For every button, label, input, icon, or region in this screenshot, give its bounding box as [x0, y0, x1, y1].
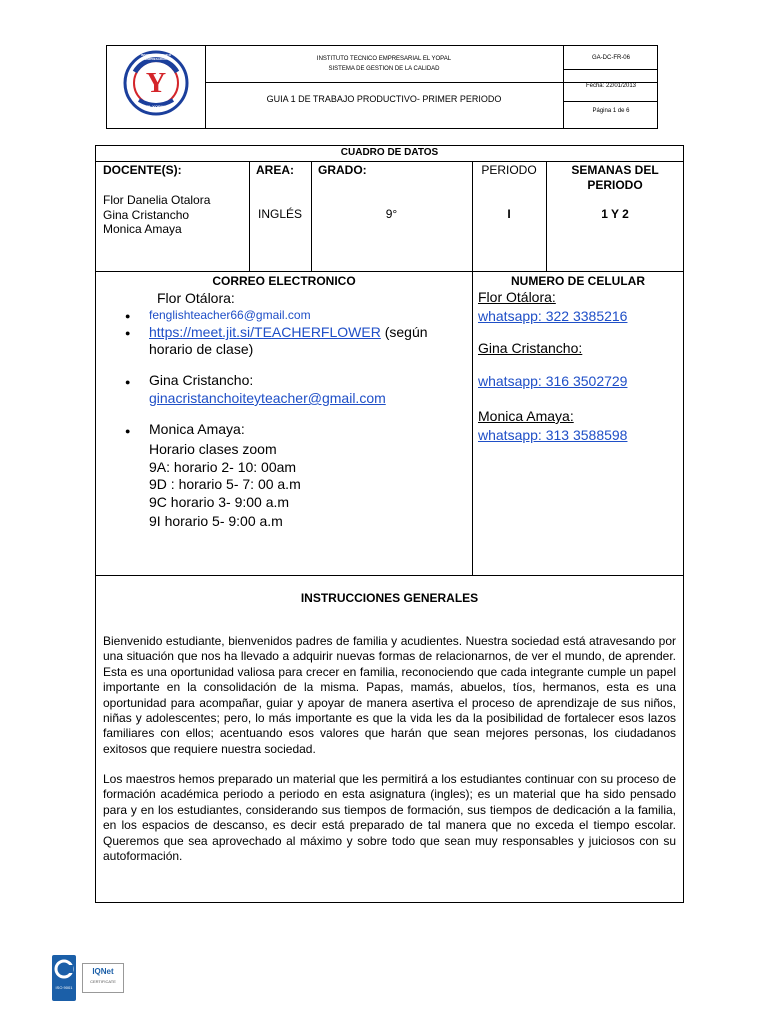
celular-title: NUMERO DE CELULAR	[511, 274, 645, 288]
document-code: GA-DC-FR-06	[591, 55, 630, 61]
monica-line-6: 9I horario 5- 9:00 a.m	[149, 513, 283, 529]
monica-line-4: 9D : horario 5- 7: 00 a.m	[149, 476, 301, 492]
cel-gina-whatsapp[interactable]: whatsapp: 316 3502729	[478, 373, 628, 389]
icontec-logo	[52, 955, 76, 1001]
flor-meet-line	[149, 324, 428, 340]
semanas-value: 1 Y 2	[601, 207, 629, 221]
quality-system: SISTEMA DE GESTION DE LA CALIDAD	[328, 66, 440, 72]
flor-name: Flor Otálora:	[157, 290, 235, 306]
document-date: Fecha: 22/01/2013	[585, 83, 637, 89]
docente-3: Monica Amaya	[103, 222, 182, 236]
cel-monica-name: Monica Amaya:	[478, 408, 574, 424]
monica-line-1: Monica Amaya:	[149, 421, 245, 437]
cel-flor-whatsapp[interactable]: whatsapp: 322 3385216	[478, 308, 628, 324]
gina-name: Gina Cristancho:	[149, 372, 254, 388]
logo-ring-text: INSTITUTO TECNICO EMPRESARIAL	[140, 53, 172, 61]
monica-line-5: 9C horario 3- 9:00 a.m	[149, 494, 290, 510]
certification-logos	[52, 955, 124, 1001]
cel-flor-name: Flor Otálora:	[478, 289, 556, 305]
col-grado: GRADO:	[318, 163, 367, 177]
bullet-icon: ●	[125, 311, 131, 321]
page-number: Página 1 de 6	[592, 108, 630, 114]
correo-title: CORREO ELECTRONICO	[212, 274, 356, 288]
instructions-paragraph-2: Los maestros hemos preparado un material que les permitirá a los estudiantes continuar con su proceso de formación académica periodo a periodo en esta asignatura (ingles); es un material que ha sido pensado para y en los estudiantes, considerando sus tiempos de formación, sus tiempos de dedicación a la familia, en los espacios de descanso, es decir está preparado de tal manera que no exceda el tiempo escolar. Queremos que sea aprovechado al máximo y sobre todo que sean muy responsables y juiciosos con su autoformación.	[103, 772, 676, 864]
col-semanas-2: PERIODO	[587, 178, 643, 192]
flor-meet-note-2: horario de clase)	[149, 341, 254, 357]
logo-bottom-text: EL YOPAL	[146, 104, 166, 109]
flor-meet-link[interactable]: https://meet.jit.si/TEACHERFLOWER	[149, 324, 381, 340]
institution-name: INSTITUTO TECNICO EMPRESARIAL EL YOPAL	[316, 56, 452, 62]
school-logo	[123, 50, 189, 116]
col-periodo: PERIODO	[481, 163, 537, 177]
iqnet-logo	[82, 963, 124, 993]
monica-line-3: 9A: horario 2- 10: 00am	[149, 459, 297, 475]
grado-value: 9°	[385, 207, 398, 221]
data-table	[95, 145, 684, 272]
docente-1: Flor Danelia Otalora	[103, 193, 211, 207]
col-area: AREA:	[256, 163, 294, 177]
cel-gina-name: Gina Cristancho:	[478, 340, 583, 356]
bullet-icon: ●	[125, 426, 131, 436]
iqnet-label: IQNet	[92, 967, 114, 976]
cert-iso-label: ISO 9001	[55, 985, 73, 990]
monica-line-2: Horario clases zoom	[149, 441, 277, 457]
document-header	[106, 45, 658, 129]
col-semanas-1: SEMANAS DEL	[571, 163, 659, 177]
iqnet-certificate-label: CERTIFICATE	[90, 979, 116, 984]
flor-email-link[interactable]: fenglishteacher66@gmail.com	[149, 308, 311, 322]
icontec-icon	[52, 955, 76, 985]
periodo-value: I	[507, 207, 511, 221]
col-docente: DOCENTE(S):	[103, 163, 182, 177]
bullet-icon: ●	[125, 377, 131, 387]
data-table-title: CUADRO DE DATOS	[340, 147, 439, 158]
flor-meet-note: (según	[380, 324, 428, 340]
bullet-icon: ●	[125, 328, 131, 338]
logo-letter: Y	[145, 68, 167, 99]
instructions-title: INSTRUCCIONES GENERALES	[300, 591, 479, 605]
instructions-paragraph-1: Bienvenido estudiante, bienvenidos padres de familia y acudientes. Nuestra sociedad está atravesando por una situación que nos ha llevado a adquirir nuevas formas de relacionarnos, de ver el mundo, de aprender. Esta es una oportunidad valiosa para crecer en familia, reconociendo que cada integrante cumple un papel importante en la consolidación de la misma. Papas, mamás, abuelos, tíos, hermanos, esta es una oportunidad para acompañar, guiar y apoyar de manera asertiva el proceso de aprendizaje de sus niños, niñas y adolescentes; pero, lo más importante es que la vida les da la posibilidad de fortalecer esos lazos familiares con ellos; acentuando esos valores que harán que sean mejores personas, los ciudadanos exitosos que requiere nuestra sociedad.	[103, 634, 676, 756]
docente-2: Gina Cristancho	[103, 208, 190, 222]
cel-monica-whatsapp[interactable]: whatsapp: 313 3588598	[478, 427, 628, 443]
guide-title: GUIA 1 DE TRABAJO PRODUCTIVO- PRIMER PERIODO	[266, 94, 502, 104]
contact-table	[95, 271, 684, 576]
gina-email-link[interactable]: ginacristanchoiteyteacher@gmail.com	[149, 390, 386, 406]
area-value: INGLÉS	[257, 207, 302, 221]
instructions-box	[95, 575, 684, 903]
